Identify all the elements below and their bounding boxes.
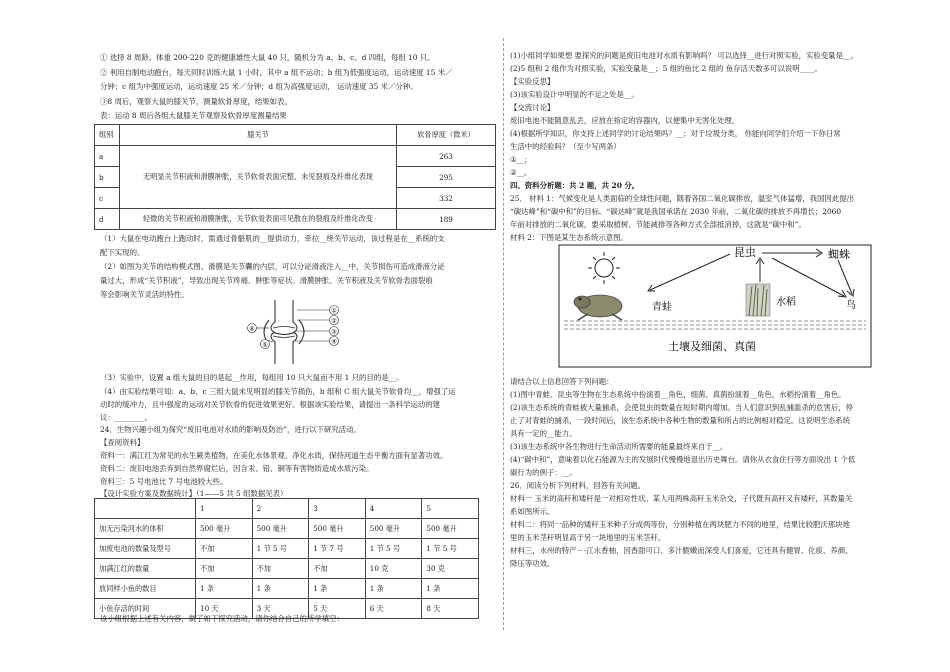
table2-cell: 1 条 — [422, 579, 479, 599]
question-line: 量过大，形成“关节积液”，导致出现关节疼痛、肿胀等症状。滑膜肿胀、关节积液及关节软骨表面裂痕 — [100, 276, 433, 285]
question-line: （2）如图为关节的结构模式图。滑膜是关节囊的内层，可以分泌滑液注入__中，关节损伤可造成滑液分泌 — [100, 262, 445, 271]
text-line: 材料一 玉米的高秆和矮秆是一对相对性状。某人用两株高秆玉米杂交，子代既有高秆又有矮秆，其数量关 — [510, 494, 853, 503]
table1-header: 组别 — [95, 125, 120, 146]
diagram-label: ⑤ — [262, 341, 268, 349]
table1-desc-abc: 无明显关节积液和滑膜肿胀，关节软骨表面完整、未见裂痕及纤维化表现 — [120, 146, 397, 209]
text-line: 降压等功效。 — [510, 559, 555, 568]
insect-label: 昆虫 — [734, 246, 756, 259]
table2-cell: 1 节 7 号 — [309, 539, 366, 559]
table2-cell: 不加 — [196, 559, 253, 579]
intro-line: ① 选择 8 周龄、体重 200-220 克的健康雄性大鼠 40 只，随机分为 a、b、c、d 四组，每组 10 只。 — [100, 53, 435, 62]
knee-joint-table — [94, 124, 496, 230]
spider-label: 蜘蛛 — [828, 248, 850, 261]
text-line: 废旧电池不能随意乱丢，应放在指定的容器内，以便集中无害化处理。 — [510, 116, 740, 125]
text-line: (4)根据所学知识，你支持上述同学的讨论结果吗？__；对于垃圾分类， 你能向同学们介绍一下你日常 — [510, 129, 841, 138]
table2-cell: 3 天 — [252, 599, 309, 619]
bird-label: 鸟 — [846, 300, 856, 311]
table2-cell: 1 节 5 号 — [365, 539, 422, 559]
question-24-line: 资料一：满江红为常见的水生蕨类植物，在美化水体景观、净化水质，保持河道生态平衡方面有显著功效。 — [100, 451, 448, 460]
table2-header: 5 — [422, 499, 479, 519]
table2-header — [95, 499, 196, 519]
text-line: 材料二：将同一品种的矮秆玉米种子分成两等份，分别种植在两块肥力不同的地里，结果比较肥沃那块地 — [510, 520, 850, 529]
text-line: (3)该实验设计中明显的不足之处是__。 — [510, 90, 639, 99]
table2-cell: 加无污染河水的体积 — [95, 519, 196, 539]
question-line: （4）由实验结果可知：a、b、c 三组大鼠未见明显的膝关节损伤，b 组和 C 组大鼠关节软骨均__，增强了运 — [100, 387, 456, 396]
text-line: (1)图中青蛙、昆虫等生物在生态系统中扮演着__角色，细菌、真菌扮演着__角色，水稻扮演着__角色。 — [510, 390, 846, 399]
table2-cell: 500 毫升 — [309, 519, 366, 539]
table2-cell: 5 天 — [309, 599, 366, 619]
table2-cell: 1 节 5 号 — [422, 539, 479, 559]
diagram-label: ② — [331, 317, 337, 325]
table2-cell: 30 克 — [422, 559, 479, 579]
footer-line: 该小组根据上述有关内容，做了如下探究活动，请你结合自己的所学填空： — [100, 614, 344, 623]
soil-label: 土壤及细菌、真菌 — [668, 340, 756, 353]
question-26-line: 26．阅读分析下列材料，回答有关问题。 — [510, 481, 646, 490]
table1-group: d — [95, 209, 120, 230]
text-line: ②__。 — [510, 168, 532, 177]
diagram-label: ⑥ — [249, 325, 255, 333]
table2-cell: 放同样小鱼的数目 — [95, 579, 196, 599]
question-line: （3）实验中，设置 a 组大鼠的目的是起__作用，每组用 10 只大鼠而不用 1 只的目的是__。 — [100, 373, 404, 382]
diagram-label: ③ — [331, 328, 337, 336]
ecosystem-diagram — [558, 244, 872, 368]
table1-group: a — [95, 146, 120, 167]
question-25-line: 材料 2：下图是某生态系统示意图。 — [510, 233, 628, 242]
text-line: (2)5 组和 2 组作为对照实验，实验变量是__；5 组的鱼比 2 组的 鱼存活天数多可以说明____。 — [510, 64, 822, 73]
text-line: 生活中的经验吗？（至少写两条） — [510, 142, 621, 151]
table2-cell: 加废电池的数量及型号 — [95, 539, 196, 559]
table2-header: 3 — [309, 499, 366, 519]
table2-cell: 不加 — [309, 559, 366, 579]
text-line: 止了对青蛙的捕杀，一段时间后，该生态系统中各种生物的数量和所占的比例相对稳定。这说明生态系统 — [510, 416, 850, 425]
table2-cell: 500 毫升 — [196, 519, 253, 539]
intro-line: ② 利用自制电动跑台，每天同时训练大鼠 1 小时，其中 a 组不运动；b 组为低强度运动，运动速度 15 米／ — [100, 68, 453, 77]
question-line: 配下实现的。 — [100, 248, 145, 257]
battery-experiment-table — [94, 498, 479, 619]
question-24-line: 资料二：废旧电池丢弃到自然界腐烂后，因含汞、铅、铜等有害物质造成水质污染。 — [100, 464, 374, 473]
question-line: 动时的缓冲力，且中强度的运动对关节软骨的促进效果更好。根据该实验结果，请提出一条科学运动的建 — [100, 400, 440, 409]
question-25-line: “碳达峰”和“碳中和”的目标。“碳达峰”就是我国承诺在 2030 年前，二氧化碳的排放不再增长；2060 — [510, 207, 842, 216]
table2-cell: 不加 — [252, 559, 309, 579]
text-line: (3)该生态系统中各生物进行生命活动所需要的能量最终来自于__。 — [510, 442, 728, 451]
table1-group: b — [95, 167, 120, 188]
table1-value: 295 — [397, 167, 496, 188]
diagram-label: ① — [331, 307, 337, 315]
section-heading: 【实验反思】 — [510, 77, 555, 86]
section-heading: 【交流讨论】 — [510, 103, 555, 112]
text-line: 碳行为的例子：__。 — [510, 468, 577, 477]
table2-cell: 1 条 — [252, 579, 309, 599]
table1-value: 332 — [397, 188, 496, 209]
table1-desc-d: 轻微的关节积液和滑膜肿胀，关节软骨表面可见散在的裂痕及纤维化改变 — [120, 209, 397, 230]
table2-header: 4 — [365, 499, 422, 519]
question-25-line: 25． 材料 1：气候变化是人类面临的全球性问题，随着各国二氧化碳排放，温室气体猛增，我国因此提出 — [510, 194, 854, 203]
question-line: 议：________。 — [100, 413, 152, 422]
table2-cell: 1 条 — [365, 579, 422, 599]
table2-cell: 小鱼存活的时间 — [95, 599, 196, 619]
question-24-line: 【设计实验方案及数据统计】（1——5 共 5 组数据见表） — [100, 489, 288, 498]
section-4-heading: 四、资料分析题：共 2 题，共 20 分。 — [510, 181, 640, 190]
table1-value: 263 — [397, 146, 496, 167]
text-line: ①__； — [510, 155, 532, 164]
right-column — [510, 0, 910, 672]
diagram-label: ④ — [331, 338, 337, 346]
table2-header: 2 — [252, 499, 309, 519]
column-divider — [503, 38, 504, 630]
table2-cell: 500 毫升 — [422, 519, 479, 539]
question-24-line: 24．生物兴趣小组为探究“废旧电池对水质的影响及防治”，进行以下研究活动。 — [100, 425, 361, 434]
table2-header: 1 — [196, 499, 253, 519]
text-line: (1)小组同学如果想 要探究的问题是废旧电池对水质有影响吗？ 可以选择__进行对照实验，实验变量是__。 — [510, 51, 858, 60]
table2-cell: 加满江红的数量 — [95, 559, 196, 579]
text-line: (4)“碳中和”，意味着以化石能源为主的发展时代慢慢地退出历史舞台。请你从衣食住行等方面说出 1 个低 — [510, 455, 856, 464]
table2-cell: 不加 — [196, 539, 253, 559]
table1-header: 软骨厚度（微米） — [397, 125, 496, 146]
table2-cell: 1 条 — [196, 579, 253, 599]
intro-line: 分钟；c 组为中强度运动，运动速度 25 米／分钟；d 组为高强度运动， 运动速度 35 米／分钟。 — [100, 82, 418, 91]
table2-cell: 10 克 — [365, 559, 422, 579]
question-24-line: 【查阅资料】 — [100, 438, 145, 447]
left-column — [100, 0, 498, 672]
text-line: 材料三，水州的特产－-江永香柚，因香甜可口、多汁脆嫩而深受人们喜爱，它还具有健胃、化痰、养颜、 — [510, 546, 853, 555]
question-line: 等会影响关节灵活的特性。 — [100, 290, 189, 299]
table1-caption: 表：运动 8 周后各组大鼠膝关节观察及软骨厚度测量结果 — [100, 111, 287, 120]
table2-cell: 1 节 5 号 — [252, 539, 309, 559]
frog-label: 青蛙 — [652, 302, 672, 313]
text-line: 系如图所示。 — [510, 507, 555, 516]
table2-cell: 500 毫升 — [252, 519, 309, 539]
table2-cell: 6 天 — [365, 599, 422, 619]
text-line: 具有一定的__能力。 — [510, 429, 577, 438]
joint-structure-diagram — [245, 298, 355, 366]
question-line: （1）大鼠在电动跑台上跑动时，需通过骨骼肌的__提供动力，牵拉__绕关节运动，该过程是在__系统的支 — [100, 234, 445, 243]
table2-cell: 10 天 — [196, 599, 253, 619]
intro-line: ③8 周后，观察大鼠的膝关节，测量软骨厚度，结果如表。 — [100, 97, 292, 106]
question-24-line: 资料三：5 号电池比 7 号电池较大些。 — [100, 477, 228, 486]
rice-icon — [746, 284, 770, 316]
text-line: (2)该生态系统的青蛙被大量捕杀，会使昆虫的数量在短时期内增加。当人们意识到乱捕滥杀的危害后，停 — [510, 403, 854, 412]
text-line: 请结合以上信息回答下列问题： — [510, 377, 614, 386]
table1-header: 膝关节 — [120, 125, 397, 146]
table1-group: c — [95, 188, 120, 209]
table2-cell: 500 毫升 — [365, 519, 422, 539]
text-line: 里的玉米茎秆明显高于另一块地里的玉米茎秆。 — [510, 533, 666, 542]
question-25-line: 年前对排放的二氧化碳，要采取植树、节能减排等各种方式全部抵消掉，这就是“碳中和”。 — [510, 220, 806, 229]
table2-cell: 1 条 — [309, 579, 366, 599]
rice-label: 水稻 — [776, 297, 796, 308]
table2-cell: 8 天 — [422, 599, 479, 619]
table1-value: 189 — [397, 209, 496, 230]
